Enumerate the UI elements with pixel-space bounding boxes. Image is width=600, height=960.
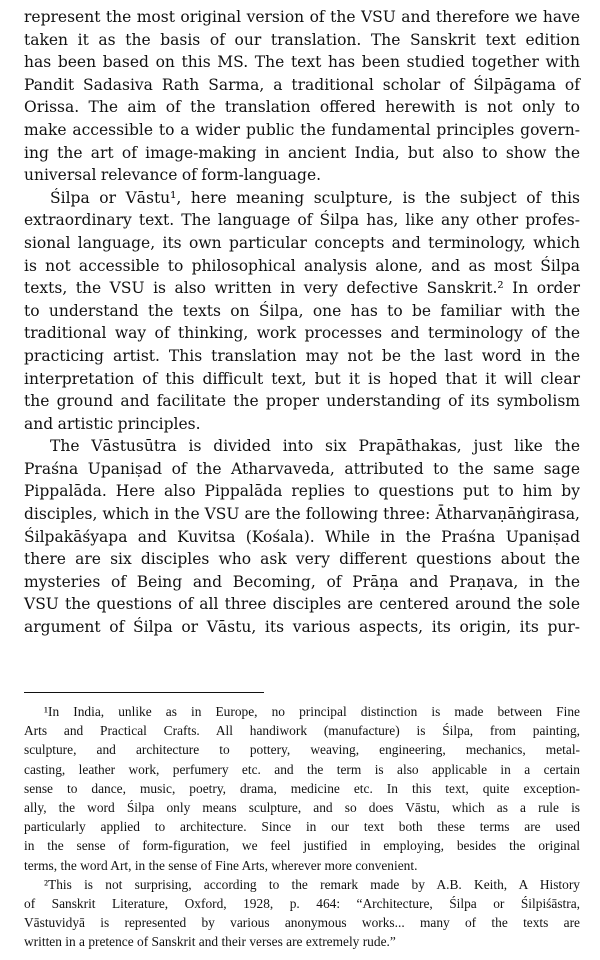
paragraph-2 [24, 187, 580, 436]
footnote-line: of Sanskrit Literature, Oxford, 1928, p. 464: “Architecture, Śilpa or Śilpiśāstra, [24, 896, 580, 912]
text-line: disciples, which in the VSU are the following three: Ātharvaṇāṅgirasa, [24, 505, 580, 524]
document-page [24, 6, 580, 950]
text-line: texts, the VSU is also written in very defective Sanskrit.² In order [24, 279, 580, 298]
footnote-2 [24, 875, 580, 952]
footnote-line: ¹In India, unlike as in Europe, no principal distinction is made between Fine [44, 704, 580, 719]
text-line: represent the most original version of the VSU and therefore we have [24, 8, 580, 26]
footnote-line: written in a pretence of Sanskrit and their verses are extremely rude.” [24, 934, 396, 950]
text-line: Śilpa or Vāstu¹, here meaning sculpture, is the subject of this [50, 188, 580, 207]
text-line: interpretation of this difficult text, but it is hoped that it will clear [24, 369, 580, 388]
footnotes [24, 702, 580, 952]
text-line: practicing artist. This translation may not be the last word in the [24, 346, 580, 365]
footnote-line: casting, leather work, perfumery etc. and the term is also applicable in a certain [24, 761, 580, 777]
footnote-line: ²This is not surprising, according to the remark made by A.B. Keith, A History [44, 876, 580, 892]
text-line: Śilpakāśyapa and Kuvitsa (Kośala). While in the Praśna Upaniṣad [24, 527, 580, 546]
text-line: there are six disciples who ask very different questions about the [24, 550, 580, 569]
text-line: Orissa. The aim of the translation offered herewith is not only to [24, 98, 580, 117]
text-line: mysteries of Being and Becoming, of Prāṇa and Praṇava, in the [24, 572, 580, 591]
text-line: traditional way of thinking, work processes and terminology of the [24, 324, 580, 343]
text-line: Pippalāda. Here also Pippalāda replies to questions put to him by [24, 482, 580, 501]
text-line: is not accessible to philosophical analysis alone, and as most Śilpa [24, 256, 580, 275]
text-line: make accessible to a wider public the fundamental principles govern- [24, 120, 580, 139]
text-line: VSU the questions of all three disciples are centered around the sole [24, 595, 580, 614]
text-line: has been based on this MS. The text has been studied together with [24, 53, 580, 72]
footnote-line: ally, the word Śilpa only means sculpture, and so does Vāstu, which as a rule is [24, 800, 580, 816]
text-line: The Vāstusūtra is divided into six Prapāthakas, just like the [50, 437, 580, 456]
footnote-line: sculpture, and architecture to pottery, weaving, engineering, mechanics, metal- [24, 742, 580, 758]
paragraph-3 [24, 435, 580, 638]
footnote-line: sense to dance, music, poetry, drama, medicine etc. In this text, quite exception- [24, 780, 580, 796]
text-line: to understand the texts on Śilpa, one has to be familiar with the [24, 301, 580, 320]
text-line: Praśna Upaniṣad of the Atharvaveda, attributed to the same sage [24, 459, 580, 478]
text-line: universal relevance of form-language. [24, 166, 322, 185]
text-line: and artistic principles. [24, 414, 201, 433]
text-line: taken it as the basis of our translation. The Sanskrit text edition [24, 30, 580, 49]
footnote-1 [24, 702, 580, 875]
text-line: ing the art of image-making in ancient India, but also to show the [24, 143, 580, 162]
footnote-divider [24, 692, 264, 693]
text-line: argument of Śilpa or Vāstu, its various aspects, its origin, its pur- [24, 618, 580, 637]
footnote-line: terms, the word Art, in the sense of Fine Arts, wherever more convenient. [24, 857, 418, 873]
paragraph-1 [24, 6, 580, 187]
footnote-line: Arts and Practical Crafts. All handiwork (manufacture) is Śilpa, from painting, [24, 723, 580, 739]
text-line: sional language, its own particular concepts and terminology, which [24, 233, 580, 252]
text-line: extraordinary text. The language of Śilpa has, like any other profes- [24, 211, 580, 230]
footnote-line: in the sense of form-figuration, we feel justified in employing, besides the original [24, 838, 580, 854]
text-line: the ground and facilitate the proper understanding of its symbolism [24, 392, 580, 411]
footnote-line: particularly applied to architecture. Since in our text both these terms are used [24, 819, 580, 835]
text-line: Pandit Sadasiva Rath Sarma, a traditional scholar of Śilpāgama of [24, 75, 580, 94]
footnote-line: Vāstuvidyā is represented by various anonymous works... many of the texts are [24, 915, 580, 931]
